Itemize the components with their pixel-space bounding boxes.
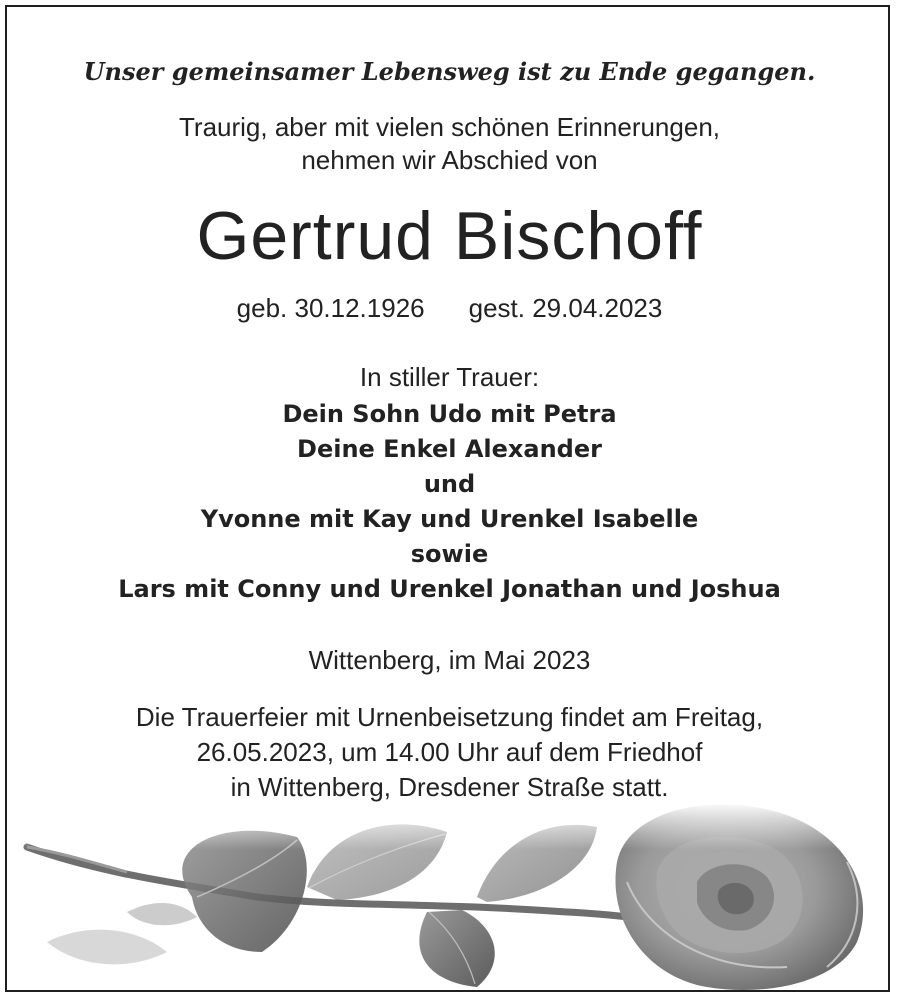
mourner-line: Yvonne mit Kay und Urenkel Isabelle [200, 505, 699, 533]
intro-line-2: nehmen wir Abschied von [301, 145, 598, 175]
ceremony-line: Die Trauerfeier mit Urnenbeisetzung findet am Freitag, [135, 702, 764, 732]
rose-illustration [7, 802, 890, 992]
mourner-line: Deine Enkel Alexander [297, 435, 602, 463]
mourner-line: und [423, 470, 476, 498]
birth-date: geb. 30.12.1926 [236, 293, 425, 323]
mourner-line: sowie [410, 540, 489, 568]
mourner-line: Lars mit Conny und Urenkel Jonathan und Joshua [118, 575, 781, 603]
death-date: gest. 29.04.2023 [468, 293, 663, 323]
mourner-line: Dein Sohn Udo mit Petra [282, 400, 617, 428]
life-dates [7, 293, 890, 324]
ceremony-line: in Wittenberg, Dresdener Straße statt. [230, 772, 669, 802]
obituary-frame [5, 5, 890, 992]
mourning-heading: In stiller Trauer: [359, 362, 540, 392]
motto: Unser gemeinsamer Lebensweg ist zu Ende gegangen. [83, 57, 816, 86]
ceremony-line: 26.05.2023, um 14.00 Uhr auf dem Friedhof [196, 737, 703, 767]
deceased-name: Gertrud Bischoff [196, 198, 703, 274]
intro-line-1: Traurig, aber mit vielen schönen Erinnerungen, [179, 112, 720, 142]
place-date: Wittenberg, im Mai 2023 [308, 645, 591, 675]
